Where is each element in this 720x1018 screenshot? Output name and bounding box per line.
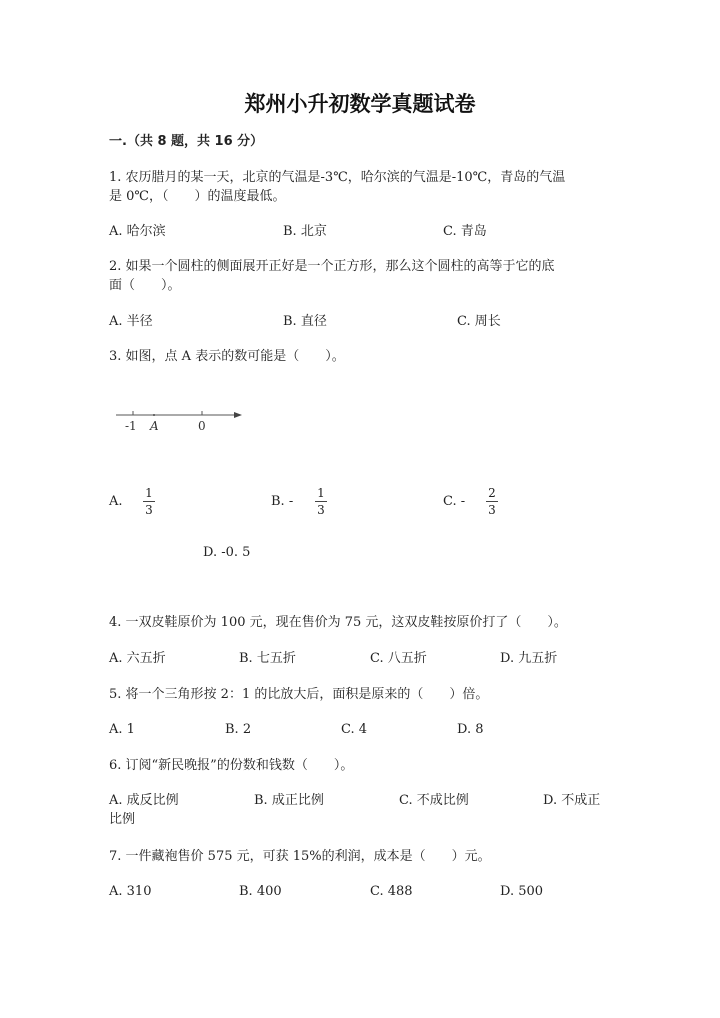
label-a: A <box>150 419 159 433</box>
question-6-option-a: A. 成反比例 <box>109 793 179 808</box>
question-6-text: 6. 订阅“新民晚报”的份数和钱数（ ）。 <box>109 758 354 773</box>
question-6-option-d-cont: 比例 <box>109 812 136 827</box>
label-zero: 0 <box>198 419 206 433</box>
question-5-option-b: B. 2 <box>225 722 252 737</box>
point-a <box>153 414 155 416</box>
label-minus-one: -1 <box>125 419 137 433</box>
question-3-option-c: C. - <box>443 494 466 509</box>
fraction-b <box>315 486 327 517</box>
question-2-text: 2. 如果一个圆柱的侧面展开正好是一个正方形，那么这个圆柱的高等于它的底 <box>109 259 555 274</box>
page-title: 郑州小升初数学真题试卷 <box>244 92 476 116</box>
arrow-icon <box>234 412 242 418</box>
question-3-option-a: A. <box>109 494 123 509</box>
question-4-text: 4. 一双皮鞋原价为 100 元，现在售价为 75 元，这双皮鞋按原价打了（ ）。 <box>109 615 567 630</box>
question-5-option-d: D. 8 <box>457 722 484 737</box>
question-4-option-b: B. 七五折 <box>239 651 296 666</box>
question-1-option-c: C. 青岛 <box>443 224 487 239</box>
question-3-text: 3. 如图，点 A 表示的数可能是（ ）。 <box>109 349 345 364</box>
numerator: 1 <box>145 486 153 500</box>
numerator: 1 <box>317 486 325 500</box>
section-heading: 一.（共 8 题，共 16 分） <box>109 134 264 149</box>
question-1-option-b: B. 北京 <box>283 224 327 239</box>
question-7-option-c: C. 488 <box>370 884 413 899</box>
question-7-option-a: A. 310 <box>109 884 152 899</box>
question-6-option-c: C. 不成比例 <box>399 793 469 808</box>
question-4-option-d: D. 九五折 <box>500 651 558 666</box>
numerator: 2 <box>488 486 496 500</box>
fraction-a <box>143 486 155 517</box>
denominator: 3 <box>317 503 325 517</box>
question-4-option-c: C. 八五折 <box>370 651 427 666</box>
number-line-figure <box>112 404 244 434</box>
question-5-text: 5. 将一个三角形按 2：1 的比放大后，面积是原来的（ ）倍。 <box>109 687 489 702</box>
question-2-text-cont: 面（ ）。 <box>109 278 181 293</box>
question-1-option-a: A. 哈尔滨 <box>109 224 166 239</box>
denominator: 3 <box>145 503 153 517</box>
question-5-option-c: C. 4 <box>341 722 368 737</box>
question-2-option-c: C. 周长 <box>457 314 501 329</box>
question-2-option-a: A. 半径 <box>109 314 153 329</box>
question-1-text-cont: 是 0℃，（ ）的温度最低。 <box>109 189 286 204</box>
question-6-option-b: B. 成正比例 <box>254 793 324 808</box>
question-2-option-b: B. 直径 <box>283 314 327 329</box>
question-3-option-d: D. -0. 5 <box>203 545 251 560</box>
question-7-option-b: B. 400 <box>239 884 282 899</box>
question-5-option-a: A. 1 <box>109 722 135 737</box>
question-7-text: 7. 一件藏袍售价 575 元，可获 15%的利润，成本是（ ）元。 <box>109 849 491 864</box>
denominator: 3 <box>488 503 496 517</box>
question-7-option-d: D. 500 <box>500 884 544 899</box>
question-4-option-a: A. 六五折 <box>109 651 166 666</box>
question-3-option-b: B. - <box>271 494 294 509</box>
question-1-text: 1. 农历腊月的某一天，北京的气温是-3℃，哈尔滨的气温是-10℃，青岛的气温 <box>109 170 566 185</box>
fraction-c <box>486 486 498 517</box>
question-6-option-d: D. 不成正 <box>543 793 601 808</box>
